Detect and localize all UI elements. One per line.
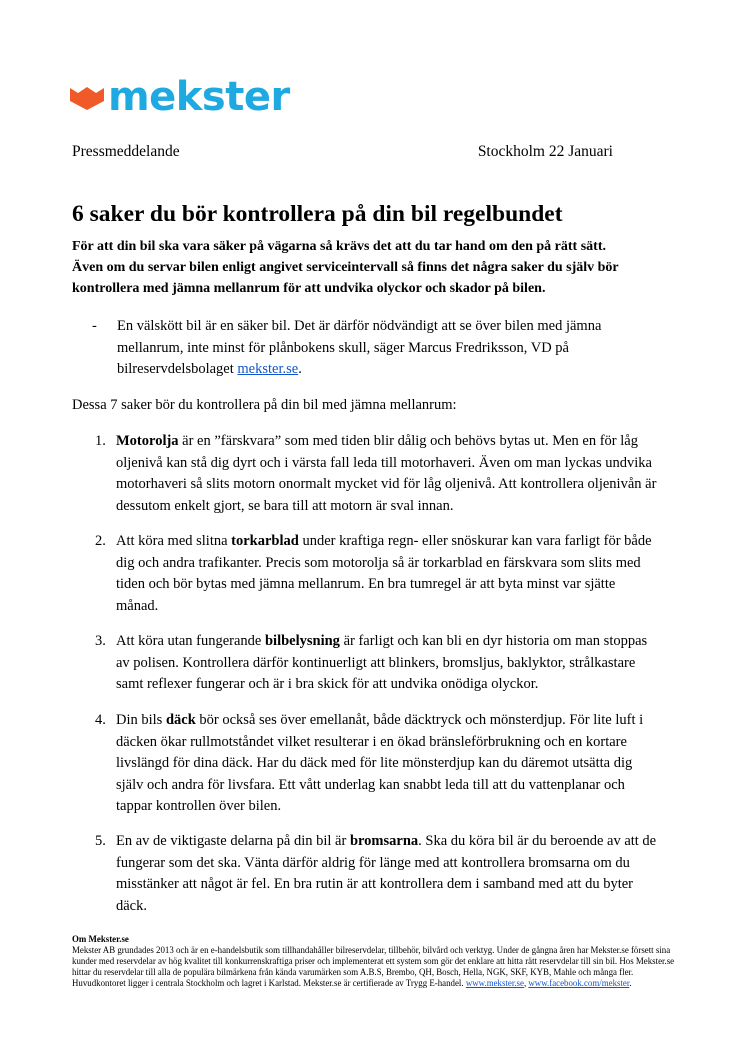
item-text bbox=[116, 831, 661, 917]
item-keyword: däck bbox=[165, 712, 196, 728]
item-text bbox=[116, 710, 661, 818]
list-item-1 bbox=[95, 431, 660, 517]
list-item-5 bbox=[95, 831, 660, 917]
about-footer bbox=[72, 934, 682, 989]
item-post: bör också ses över emellanåt, både däcktryck och mönsterdjup. För lite luft i däcken ökar rullmotståndet vilket resulterar i en ökad bränsleförbrukning och en kortare livslängd för dina däck. Har du däck med för lite mönsterdjup kan du däremot utsätta dig själv och andra för livsfara. Ett vått underlag kan snabbt leda till att du vattenplanar och tappar kontrollen över bilen. bbox=[116, 712, 644, 814]
item-post: . Ska du köra bil är du beroende av att de fungerar som det ska. Vänta därför aldrig för länge med att kontrollera bromsarna om du misstänker att något är fel. En bra rutin är att kontrollera dem i samband med att du byter däck. bbox=[116, 833, 657, 914]
item-post: är en ”färskvara” som med tiden blir dålig och behövs bytas ut. Men en för låg oljenivå kan stå dig dyrt och i värsta fall leda till motorhaveri. Även om man lyckas undvika motorhaveri så slits motorn onormalt mycket vid för låg oljenivå. Att kontrollera oljenivån är dessutom enkelt gjort, se bara till att motorn är sval innan. bbox=[116, 433, 657, 514]
item-text bbox=[116, 431, 661, 517]
item-pre: Din bils bbox=[116, 712, 166, 728]
item-pre: Att köra utan fungerande bbox=[116, 633, 265, 649]
item-pre: En av de viktigaste delarna på din bil är bbox=[116, 833, 350, 849]
item-keyword: Motorolja bbox=[116, 433, 179, 449]
list-intro: Dessa 7 saker bör du kontrollera på din bil med jämna mellanrum: bbox=[72, 397, 457, 413]
item-keyword: torkarblad bbox=[231, 533, 299, 549]
doc-header bbox=[72, 143, 613, 161]
mekster-link[interactable]: mekster.se bbox=[237, 361, 299, 377]
doc-type: Pressmeddelande bbox=[72, 143, 180, 160]
item-number: 3. bbox=[95, 633, 106, 649]
bullet-dash: - bbox=[92, 318, 97, 334]
website-link[interactable]: www.mekster.se bbox=[465, 978, 524, 988]
item-post: är farligt och kan bli en dyr historia om man stoppas av polisen. Kontrollera därför kontinuerligt att blinkers, bromsljus, baklyktor, strålkastare samt reflexer fungerar och är i bra skick för att undvika onödiga olyckor. bbox=[116, 633, 648, 692]
item-keyword: bromsarna bbox=[349, 833, 419, 849]
item-number: 4. bbox=[95, 712, 106, 728]
item-text bbox=[116, 531, 661, 617]
mekster-logo-icon bbox=[70, 84, 104, 110]
brand-logo bbox=[70, 74, 290, 120]
page-title: 6 saker du bör kontrollera på din bil regelbundet bbox=[72, 201, 563, 227]
item-number: 5. bbox=[95, 833, 106, 849]
place-date: Stockholm 22 Januari bbox=[477, 143, 613, 160]
facebook-link[interactable]: www.facebook.com/mekster bbox=[528, 978, 630, 988]
item-number: 2. bbox=[95, 533, 106, 549]
item-pre: Att köra med slitna bbox=[116, 533, 232, 549]
item-post: under kraftiga regn- eller snöskurar kan vara farligt för både dig och andra trafikanter. Precis som motorolja så är torkarblad en färskvara som slits med tiden och bör bytas med jämna mellanrum. En bra tumregel är att byta minst var sjätte månad. bbox=[116, 533, 652, 614]
footer-end: . bbox=[629, 978, 632, 988]
quote-end: . bbox=[298, 361, 302, 377]
quote-body: En välskött bil är en säker bil. Det är därför nödvändigt att se över bilen med jämna mellanrum, inte minst för plånbokens skull, säger Marcus Fredriksson, VD på bilreservdelsbolaget bbox=[117, 318, 602, 377]
list-item-4 bbox=[95, 710, 660, 818]
item-text bbox=[116, 631, 661, 696]
item-number: 1. bbox=[95, 433, 106, 449]
footer-body: Mekster AB grundades 2013 och är en e-handelsbutik som tillhandahåller bilreservdelar, tillbehör, bilvård och verktyg. Under de gångna åren har Mekster.se försett sina kunder med reservdelar av hög kvalitet till konkurrenskraftiga priser och implementerat ett system som gör det enklare att hitta rätt reservdelar till sin bil. Hos Mekster.se hittar du reservdelar till alla de populära bilmärkena från kända varumärken som A.B.S, Brembo, QH, Bosch, Hella, NGK, SKF, KYB, Mahle och många fler. Huvudkontoret ligger i centrala Stockholm och lagret i Karlstad. Mekster.se är certifierade av Trygg E-handel. bbox=[72, 945, 675, 988]
item-keyword: bilbelysning bbox=[264, 633, 340, 649]
quote-text bbox=[117, 316, 652, 381]
lead-paragraph: För att din bil ska vara säker på vägarna så krävs det att du tar hand om den på rätt sätt. Även om du servar bilen enligt angivet serviceintervall så finns det några saker du själv bör kontrollera med jämna mellanrum för att undvika olyckor och skador på bilen. bbox=[72, 239, 619, 296]
brand-name: mekster bbox=[108, 74, 290, 120]
footer-separator: , bbox=[523, 978, 529, 988]
list-item-3 bbox=[95, 631, 660, 696]
list-item-2 bbox=[95, 531, 660, 617]
footer-text bbox=[72, 945, 682, 989]
quote-bullet bbox=[92, 316, 652, 381]
footer-title: Om Mekster.se bbox=[72, 934, 129, 944]
